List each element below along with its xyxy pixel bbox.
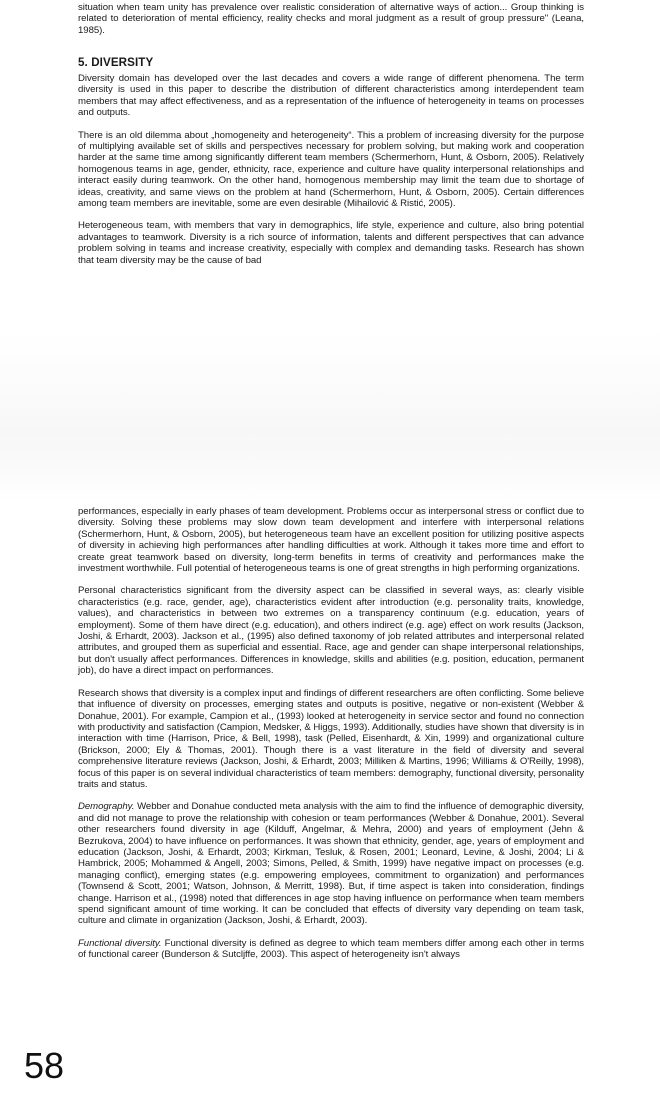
paragraph-7 [78, 801, 584, 926]
section-heading: 5. DIVERSITY [78, 56, 154, 69]
paragraph-5: Personal characteristics significant from the diversity aspect can be classified in several ways, as: clearly visible characteristics (e.g. race, gender, age), characteristics evident after introduction (e.g. personality traits, knowledge, values), and characteristics in between two extremes on a transparency continuum (e.g. education, years of employment). Some of them have direct (e.g. education), and others indirect (e.g. age) effect on work results (Jackson, Joshi, & Erhardt, 2003). Jackson et al., (1995) also defined taxonomy of job related attributes and interpersonal related attributes, and grouped them as superficial and essential. Race, age and gender can shape interpersonal relationships, but don't usually affect performances. Differences in knowledge, skills and abilities (e.g. position, education, permanent job), do have a direct impact on performances. [78, 585, 584, 677]
page-break-gap [0, 330, 660, 500]
top-fragment-paragraph: situation when team unity has prevalence over realistic consideration of alternative ways of action... Group thinking is related to deterioration of mental efficiency, reality checks and moral judgment as a result of group pressure" (Leana, 1985). [78, 2, 584, 36]
lower-content [78, 506, 584, 961]
paragraph-3: Heterogeneous team, with members that vary in demographics, life style, experience and culture, also bring potential advantages to teamwork. Diversity is a rich source of information, talents and different perspectives that can advance problem solving in teams and increase creativity, especially with complex and demanding tasks. Research has shown that team diversity may be the cause of bad [78, 220, 584, 266]
paragraph-6: Research shows that diversity is a complex input and findings of different researchers are often conflicting. Some believe that influence of diversity on processes, emerging states and outputs is positive, negative or non-existent (Webber & Donahue, 2001). For example, Campion et al., (1993) looked at heterogeneity in service sector and found no connection with productivity and satisfaction (Campion, Medsker, & Higgs, 1993). Additionally, studies have shown that diversity is in interaction with time (Harrison, Price, & Bell, 1998), task (Pelled, Eisenhardt, & Xin, 1999) and organizational culture (Brickson, 2000; Ely & Thomas, 2001). Though there is a vast literature in the field of diversity and several comprehensive literature reviews (Jackson, Joshi, & Erhardt, 2003; Milliken & Martins, 1996; Williams & O'Reilly, 1998), focus of this paper is on several individual characteristics of team members: demography, functional diversity, personality traits and status. [78, 687, 584, 790]
top-fragment-block [78, 2, 584, 36]
diversity-section [78, 56, 584, 266]
paragraph-8 [78, 938, 584, 961]
demography-lead: Demography. [78, 801, 135, 813]
paragraph-4: performances, especially in early phases of team development. Problems occur as interpersonal stress or conflict due to diversity. Solving these problems may slow down team development and interfere with interpersonal relations (Schermerhorn, Hunt, & Osborn, 2005), but heterogeneous team have an excellent position for utilizing positive aspects of diversity in achieving high performances after handling difficulties at work. Although it takes more time and effort to create great teamwork based on diversity, long-term benefits in terms of creativity and performances make the investment worthwhile. Full potential of heterogeneous teams is one of great strengths in high performing organizations. [78, 506, 584, 575]
functional-diversity-lead: Functional diversity. [78, 937, 162, 949]
paragraph-8-body: Functional diversity is defined as degree to which team members differ among each other in terms of functional career (Bunderson & Sutcljffe, 2003). This aspect of heterogeneity isn't always [78, 937, 584, 961]
page-number: 58 [24, 1045, 65, 1086]
paragraph-2: There is an old dilemma about „homogeneity and heterogeneity“. This a problem of increasing diversity for the purpose of multiplying available set of skills and perspectives necessary for problem solving, but making work and cooperation harder at the same time among significantly different team members (Schermerhorn, Hunt, & Osborn, 2005). Relatively homogenous teams in age, gender, ethnicity, race, experience and culture have quality interpersonal relationships and interact easily during teamwork. On the other hand, homogenous membership may limit the team due to shortage of ideas, creativity, and same views on the problem at hand (Schermerhorn, Hunt, & Osborn, 2005). Certain differences among team members are inevitable, some are even desirable (Mihailović & Ristić, 2005). [78, 129, 584, 210]
paragraph-7-body: Webber and Donahue conducted meta analysis with the aim to find the influence of demographic diversity, and did not manage to prove the relationship with cohesion or team performances (Webber & Donahue, 2001). Several other researchers found diversity in age (Kilduff, Angelmar, & Mehra, 2000) and years of employment (Jehn & Bezrukova, 2004) to have influence on performances. It was shown that ethnicity, gender, age, years of employment and education (Jackson, Joshi, & Erhardt, 2003; Kirkman, Tesluk, & Rosen, 2001; Leonard, Levine, & Joshi, 2004; Li & Hambrick, 2005; Mohammed & Angell, 2003; Simons, Pelled, & Smith, 1999) have negative impact on processes (e.g. managing conflict), emerging states (e.g. empowering employees, commitment to organization) and performances (Townsend & Scott, 2001; Watson, Johnson, & Merritt, 1998). But, if time aspect is taken into consideration, findings change. Harrison et al., (1998) noted that differences in age stop having influence on performance when team members spend significant amount of time working. It can be concluded that effects of diversity vary depending on team task, culture and climate in organization (Jackson, Joshi, & Erhardt, 2003). [78, 801, 584, 927]
paragraph-1: Diversity domain has developed over the last decades and covers a wide range of different phenomena. The term diversity is used in this paper to describe the distribution of different characteristics among interdependent team members that may affect effectiveness, and as a representation of the influence of heterogeneity in teams on processes and outputs. [78, 73, 584, 119]
